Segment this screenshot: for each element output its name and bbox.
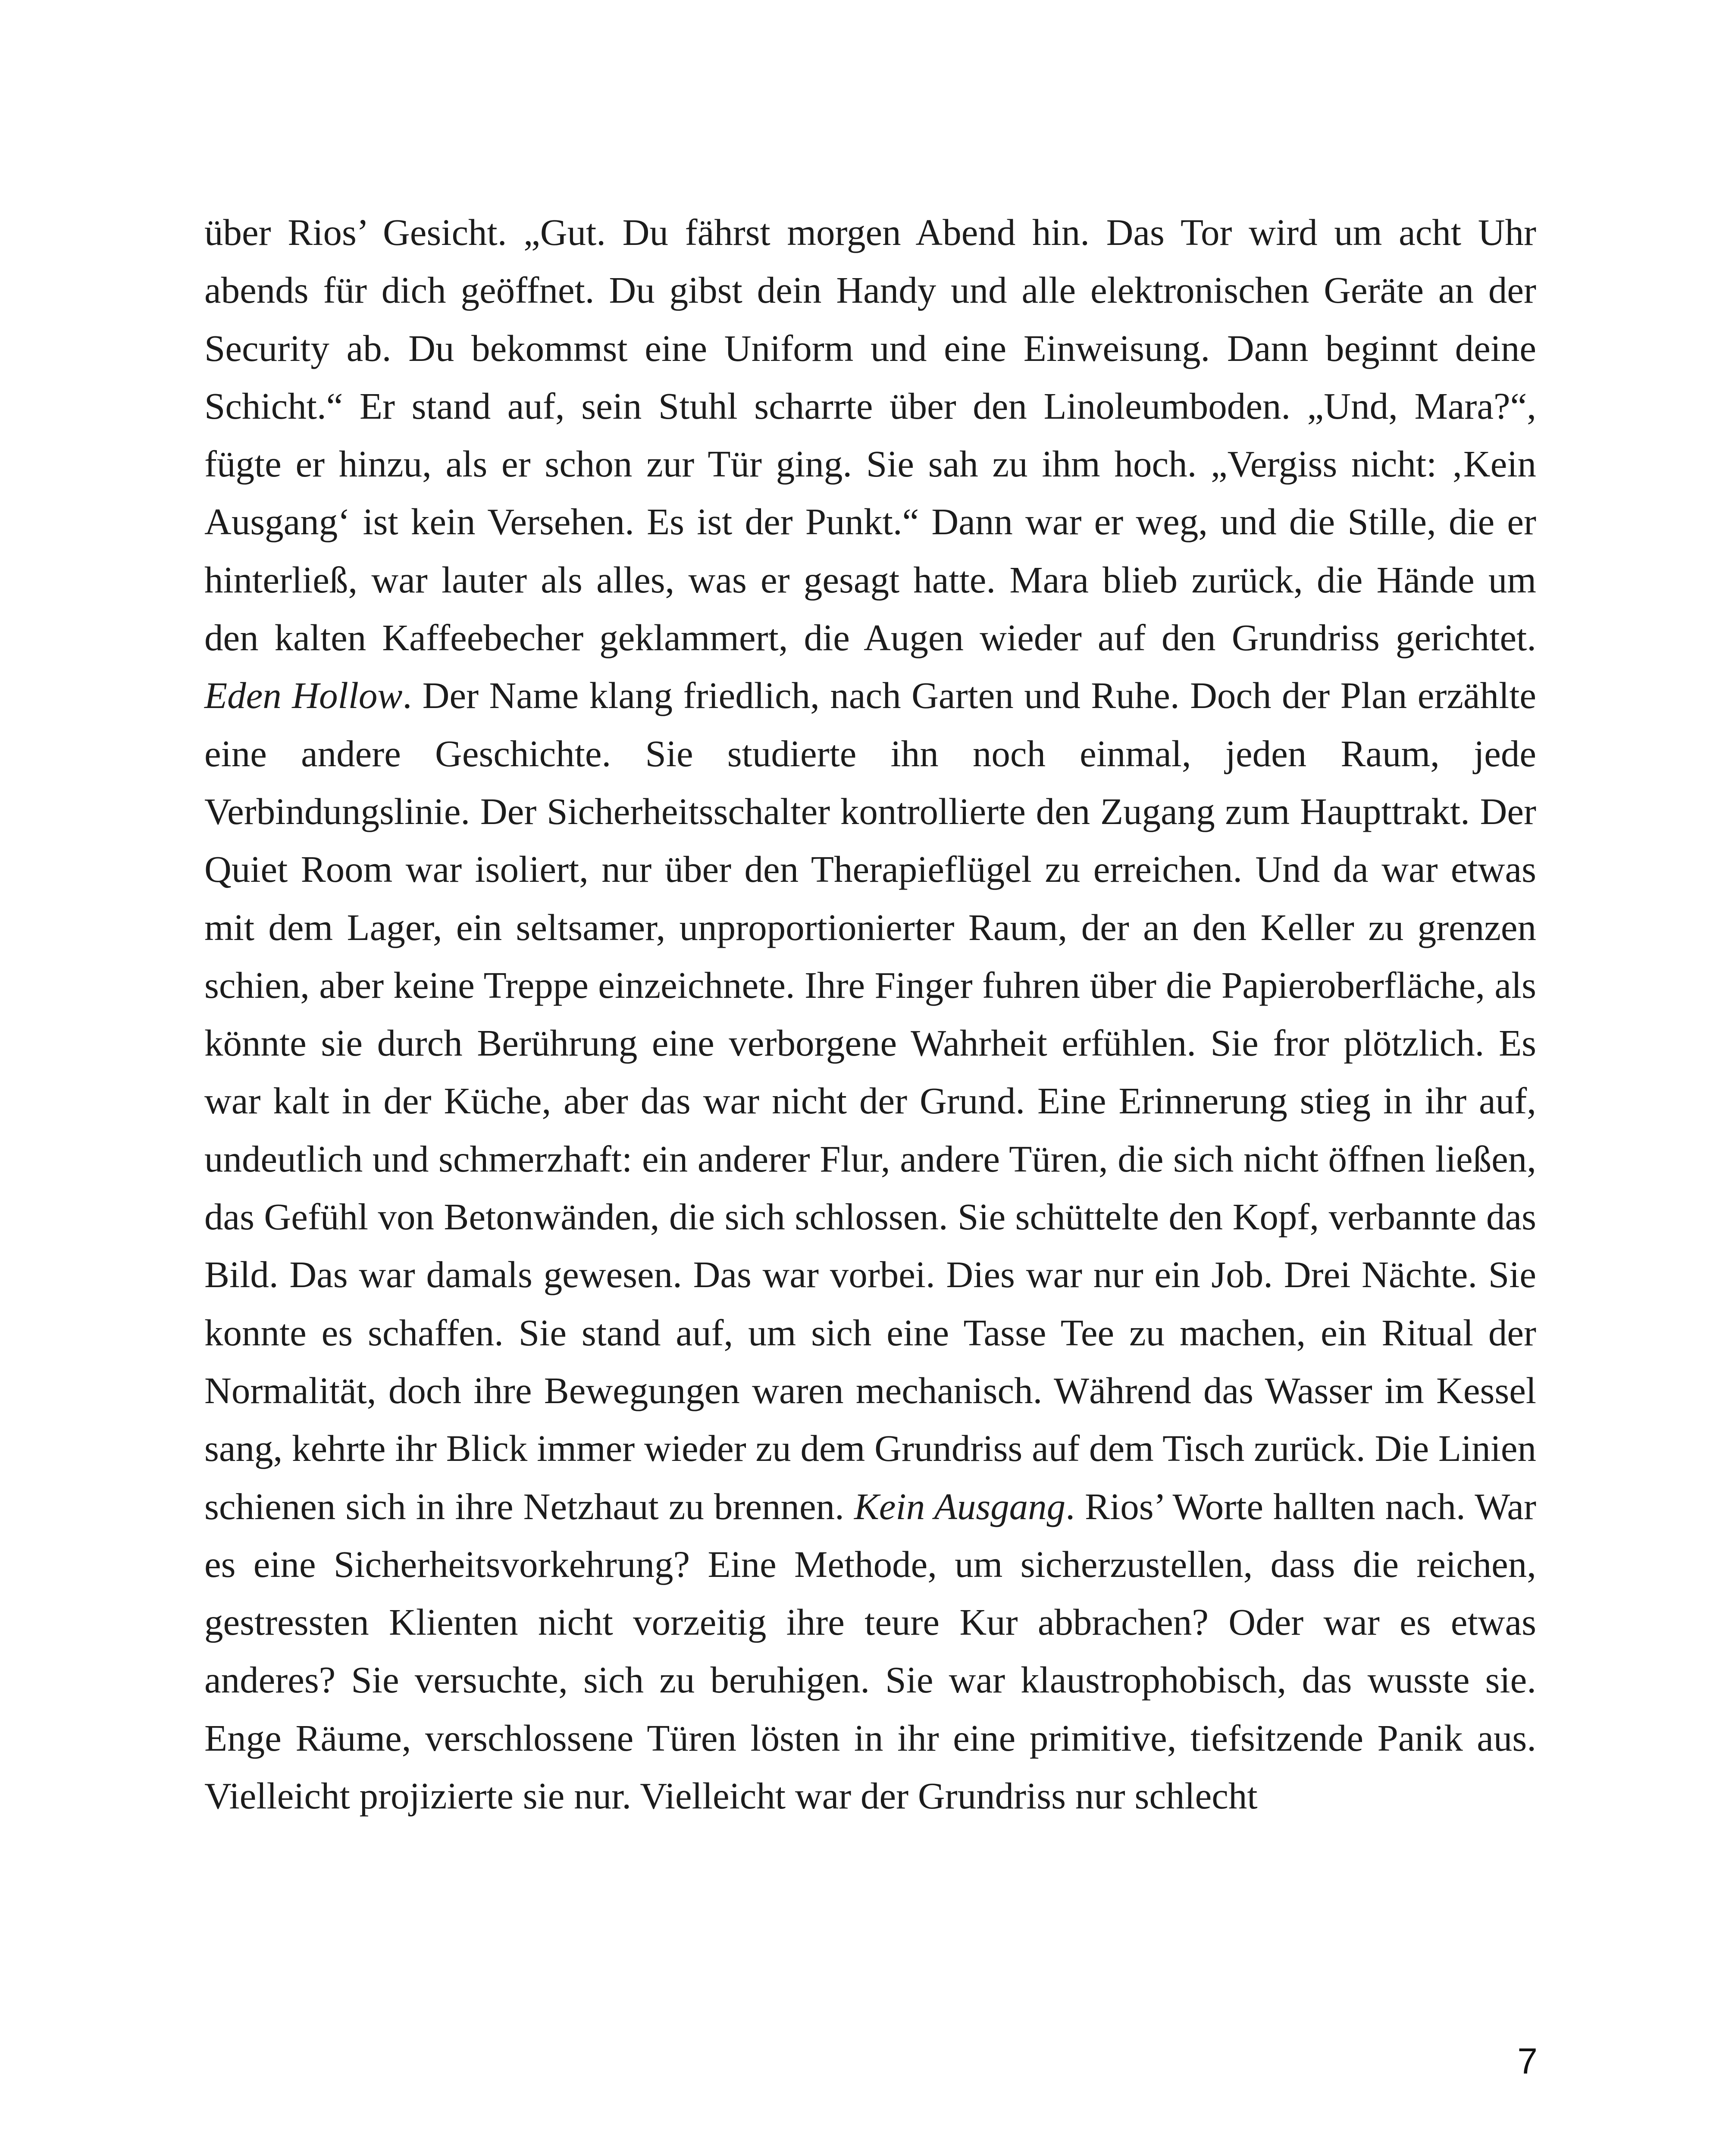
text-segment: über Rios’ Gesicht. „Gut. Du fährst morgen Abend hin. Das Tor wird um acht Uhr abends für dich geöffnet. Du gibst dein Handy und alle elektronischen Geräte an der Security ab. Du bekommst eine Uniform und eine Einweisung. Dann beginnt deine Schicht.“ Er stand auf, sein Stuhl scharrte über den Linoleumboden. „Und, Mara?“, fügte er hinzu, als er schon zur Tür ging. Sie sah zu ihm hoch. „Vergiss nicht: ‚Kein Ausgang‘ ist kein Versehen. Es ist der Punkt.“ Dann war er weg, und die Stille, die er hinterließ, war lauter als alles, was er gesagt hatte. Mara blieb zurück, die Hände um den kalten Kaffeebecher geklammert, die Augen wieder auf den Grundriss gerichtet. <box>204 211 1536 659</box>
italic-phrase-kein-ausgang: Kein Ausgang <box>854 1485 1066 1527</box>
italic-title-eden-hollow: Eden Hollow <box>204 674 403 717</box>
text-segment: . Der Name klang friedlich, nach Garten und Ruhe. Doch der Plan erzählte eine andere Geschichte. Sie studierte ihn noch einmal, jeden Raum, jede Verbindungslinie. Der Sicherheitsschalter kontrollierte den Zugang zum Haupttrakt. Der Quiet Room war isoliert, nur über den Therapieflügel zu erreichen. Und da war etwas mit dem Lager, ein seltsamer, unproportionierter Raum, der an den Keller zu grenzen schien, aber keine Treppe einzeichnete. Ihre Finger fuhren über die Papieroberfläche, als könnte sie durch Berührung eine verborgene Wahrheit erfühlen. Sie fror plötzlich. Es war kalt in der Küche, aber das war nicht der Grund. Eine Erinnerung stieg in ihr auf, undeutlich und schmerzhaft: ein anderer Flur, andere Türen, die sich nicht öffnen ließen, das Gefühl von Betonwänden, die sich schlossen. Sie schüttelte den Kopf, verbannte das Bild. Das war damals gewesen. Das war vorbei. Dies war nur ein Job. Drei Nächte. Sie konnte es schaffen. Sie stand auf, um sich eine Tasse Tee zu machen, ein Ritual der Normalität, doch ihre Bewegungen waren mechanisch. Während das Wasser im Kessel sang, kehrte ihr Blick immer wieder zu dem Grundriss auf dem Tisch zurück. Die Linien schienen sich in ihre Netzhaut zu brennen. <box>204 674 1536 1527</box>
text-segment: . Rios’ Worte hallten nach. War es eine Sicherheitsvorkehrung? Eine Methode, um sicherzustellen, dass die reichen, gestressten Klienten nicht vorzeitig ihre teure Kur abbrachen? Oder war es etwas anderes? Sie versuchte, sich zu beruhigen. Sie war klaustrophobisch, das wusste sie. Enge Räume, verschlossene Türen lösten in ihr eine primitive, tiefsitzende Panik aus. Vielleicht projizierte sie nur. Vielleicht war der Grundriss nur schlecht <box>204 1485 1536 1817</box>
body-paragraph <box>204 204 1536 1825</box>
page-number: 7 <box>1517 2041 1538 2081</box>
